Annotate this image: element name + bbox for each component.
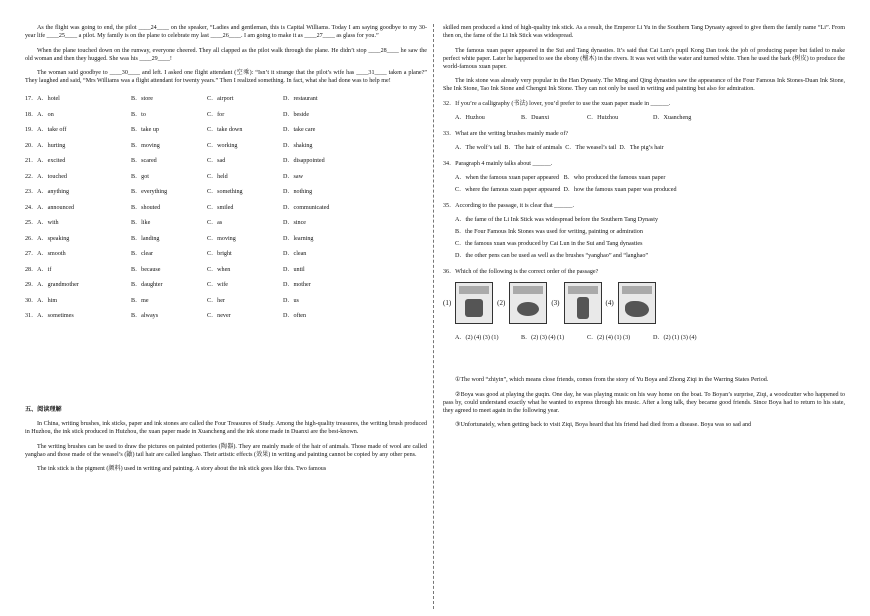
option-a: A．when the famous xuan paper appeared xyxy=(455,174,560,181)
cloze-paragraph-2: When the plane touched down on the runway, everyone cheered. They all clapped as the pilot walk through the plane. He didn’t stop ____28____ he saw the old woman and then they hugged. She was his ____29____! xyxy=(25,47,427,62)
option-d: D．(2) (1) (3) (4) xyxy=(653,335,697,342)
option-row: 29．A．grandmother B．daughter C．wife D．mother xyxy=(25,282,311,289)
reading-paragraph-3-cont: skilled men produced a kind of high-quality ink stick. As a result, the Emperor Li Yu in the Southern Tang Dynasty agreed to give them the family name “Li”. From then on, the fame of the Li Ink Stick was widespread. xyxy=(443,25,845,40)
picture-label: (4) xyxy=(605,298,614,307)
option-b: B．(2) (3) (4) (1) xyxy=(521,335,565,342)
option-row: 30．A．him B．me C．her D．us xyxy=(25,297,299,304)
question-32-options xyxy=(443,114,845,122)
picture-label: (2) xyxy=(497,298,506,307)
question-36: 36．Which of the following is the correct order of the passage? xyxy=(443,269,599,276)
right-column xyxy=(443,24,845,436)
cloze-options xyxy=(25,92,427,325)
option-a: A．Huzhou xyxy=(455,114,485,121)
brush-image xyxy=(564,282,602,324)
story-paragraph-2: ②Boya was good at playing the guqin. One day, he was playing music on his way home on the boat. To Boyan’s surprise, Ziqi, a woodcutter who happened to pass by, could understand exactly what he wanted to express through his music. After a long talk, they became good friends. Since Boya had to return to his state, they agreed to meet again in the following year. xyxy=(443,391,845,414)
option-c: C．the famous xuan was produced by Cai Lun in the Sui and Tang dynasties xyxy=(455,241,643,248)
option-c: C．where the famous xuan paper appeared xyxy=(455,186,561,193)
option-row: 24．A．announced B．shouted C．smiled D．communicated xyxy=(25,204,330,211)
question-34-options xyxy=(443,174,845,194)
option-c: C．(2) (4) (1) (3) xyxy=(587,335,631,342)
question-36-pictures xyxy=(443,282,845,324)
ink-stone-image xyxy=(618,282,656,324)
option-b: B．Duanxi xyxy=(521,114,550,121)
reading-paragraph-1: In China, writing brushes, ink sticks, paper and ink stones are called the Four Treasures of Study. Among the high-quality treasures, the writing brush produced in Huzhou, the ink stick produced in Huizhou, the xuan paper made in Xuancheng and the ink stone made in Duanxi are the best-known. xyxy=(25,421,427,436)
option-row: 31．A．sometimes B．always C．never D．often xyxy=(25,313,307,320)
option-row: 17．A．hotel B．store C．airport D．restaurant xyxy=(25,96,318,103)
section-title: 五、阅读理解 xyxy=(25,407,62,414)
picture-label: (3) xyxy=(551,298,560,307)
option-row: 26．A．speaking B．landing C．moving D．learning xyxy=(25,235,314,242)
reading-paragraph-4: The famous xuan paper appeared in the Sui and Tang dynasties. It’s said that Cai Lun’s pupil Kong Dan took the job of producing paper but failed to make perfect white paper. Later he happened to see the ebony (檀木) in the rivers. It was wet with the water and turned white. Then he used the bark (树皮) to produce the world-famous xuan paper. xyxy=(443,47,845,70)
question-32: 32．If you’re a calligraphy (书法) lover, you’d prefer to use the xuan paper made in ______. xyxy=(443,100,671,107)
option-c: C．Huizhou xyxy=(587,114,619,121)
option-row: 22．A．touched B．got C．held D．saw xyxy=(25,173,303,180)
question-35: 35．According to the passage, it is clear that ______. xyxy=(443,202,574,209)
story-paragraph-1: ①The word “zhiyin”, which means close friends, comes from the story of Yu Boya and Zhong Ziqi in the Warring States Period. xyxy=(455,377,769,384)
option-row: 18．A．on B．to C．for D．beside xyxy=(25,111,310,118)
option-row: 19．A．take off B．take up C．take down D．take care xyxy=(25,127,316,134)
option-a: A．The wolf’s tail xyxy=(455,144,502,151)
option-row: 23．A．anything B．everything C．something D．nothing xyxy=(25,189,313,196)
column-divider xyxy=(433,24,434,609)
option-row: 25．A．with B．like C．as D．since xyxy=(25,220,307,227)
option-d: D．how the famous xuan paper was produced xyxy=(563,186,677,193)
paper-image xyxy=(509,282,547,324)
picture-label: (1) xyxy=(443,298,452,307)
option-b: B．The hair of animals xyxy=(504,144,563,151)
reading-paragraph-3: The ink stick is the pigment (颜料) used in writing and painting. A story about the ink stick goes like this. Two famous xyxy=(37,466,327,473)
left-column xyxy=(25,24,427,480)
option-row: 27．A．smooth B．clear C．bright D．clean xyxy=(25,251,307,258)
option-row: 20．A．hurting B．moving C．working D．shaking xyxy=(25,142,313,149)
reading-paragraph-5: The ink stone was already very popular in the Han Dynasty. The Ming and Qing dynasties saw the appearance of the Four Famous Ink Stones-Duan Ink Stone, She Ink Stone, Tao Ink Stone and Chengni Ink Stone. They can not only be used in writing and painting but also for admiration. xyxy=(443,78,845,93)
cloze-paragraph-1: As the flight was going to end, the pilot ____24____ on the speaker, “Ladies and gentleman, this is Capital Williams. Today I am saying goodbye to my 30-year life ____25____ a pilot. My family is on the plane to celebrate my last ____26____. I am going to make it as ____27____ as glass for you.” xyxy=(25,25,427,40)
option-d: D．The pig’s hair xyxy=(619,144,664,151)
option-b: B．the Four Famous Ink Stones was used for writing, painting or admiration xyxy=(455,229,643,235)
option-d: D．the other pens can be used as well as the brushes “yanghao” and “langhao” xyxy=(455,253,649,260)
option-row: 21．A．excited B．scared C．sad D．disappointed xyxy=(25,158,325,165)
question-35-options xyxy=(443,216,845,260)
question-33-options xyxy=(443,144,845,152)
option-d: D．Xuancheng xyxy=(653,114,692,121)
question-36-options xyxy=(443,334,845,342)
cloze-paragraph-3: The woman said goodbye to ____30____ and left. I asked one flight attendant (空乘): “Isn’t it strange that the pilot’s wife has ____31____ taken a plane?” They laughed and said, “Mrs Williams was a flight attendant for twenty years.” Then I realized something. In fact, what she had done was to help me! xyxy=(25,70,427,85)
question-33: 33．What are the writing brushes mainly made of? xyxy=(443,130,569,137)
option-row: 28．A．if B．because C．when D．until xyxy=(25,266,305,273)
story-paragraph-3: ③Unfortunately, when getting back to visit Ziqi, Boya heard that his friend had died from a disease. Boya was so sad and xyxy=(455,422,752,429)
option-c: C．The weasel’s tail xyxy=(565,144,617,151)
option-a: A．(2) (4) (3) (1) xyxy=(455,335,499,342)
question-34: 34．Paragraph 4 mainly talks about ______. xyxy=(443,160,553,167)
reading-paragraph-2: The writing brushes can be used to draw the pictures on painted potteries (陶器). They are mainly made of the hair of animals. Those made of wool are called yanghao and those made of the weasel’s (鼬) tail hair are called langhao. Their artistic effects (效果) in writing and painting cannot be copied by any other pens. xyxy=(25,443,427,458)
ink-stick-image xyxy=(455,282,493,324)
option-b: B．who produced the famous xuan paper xyxy=(563,174,666,181)
option-a: A．the fame of the Li Ink Stick was widespread before the Southern Tang Dynasty xyxy=(455,216,659,223)
